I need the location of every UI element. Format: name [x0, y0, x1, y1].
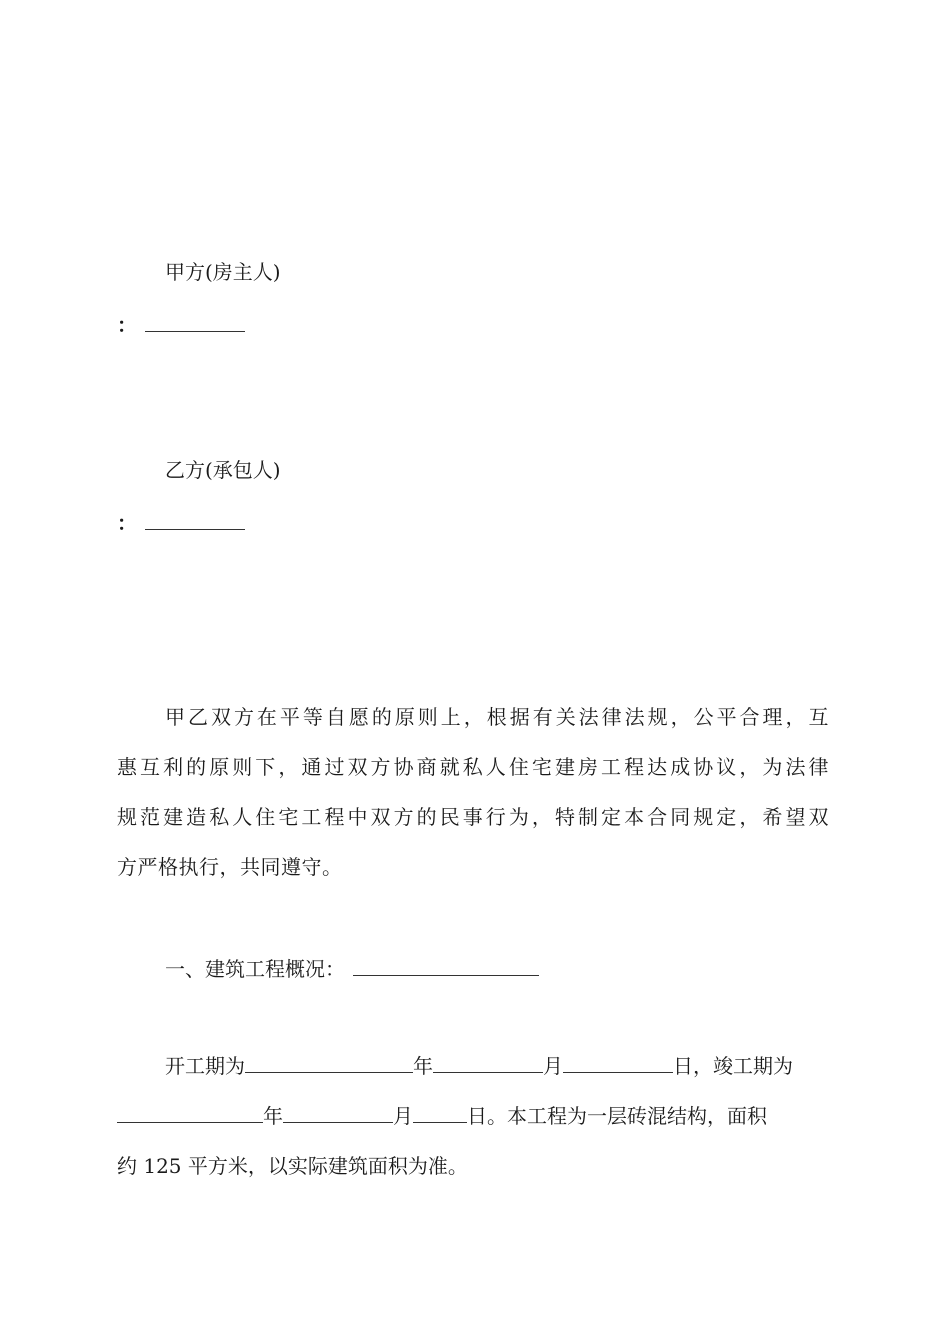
party-b-label: 乙方(承包人) — [165, 458, 281, 482]
schedule-line-1 — [165, 1052, 793, 1080]
party-a-name-blank[interactable] — [145, 313, 245, 332]
structure-text: 日。本工程为一层砖混结构，面积 — [467, 1104, 767, 1128]
party-a-colon: ： — [117, 313, 137, 337]
intro-line-3: 规范建造私人住宅工程中双方的民事行为，特制定本合同规定，希望双 — [117, 805, 829, 829]
section-1-heading-row — [165, 955, 539, 983]
start-day-blank[interactable] — [563, 1054, 673, 1073]
party-b-colon: ： — [117, 511, 137, 535]
end-month-blank[interactable] — [283, 1104, 393, 1123]
project-overview-blank[interactable] — [353, 957, 539, 976]
party-a-name-row — [117, 311, 245, 339]
party-b-name-row — [117, 509, 245, 537]
end-year-unit: 年 — [263, 1104, 283, 1128]
end-year-blank[interactable] — [117, 1104, 263, 1123]
intro-line-1: 甲乙双方在平等自愿的原则上，根据有关法律法规，公平合理，互 — [165, 705, 829, 729]
start-year-blank[interactable] — [245, 1054, 413, 1073]
start-year-unit: 年 — [413, 1054, 433, 1078]
start-month-blank[interactable] — [433, 1054, 543, 1073]
party-a-label: 甲方(房主人) — [165, 260, 281, 284]
completion-date-label: 日，竣工期为 — [673, 1054, 793, 1078]
end-day-blank[interactable] — [413, 1104, 467, 1123]
end-month-unit: 月 — [393, 1104, 413, 1128]
area-text: 约 125 平方米，以实际建筑面积为准。 — [117, 1154, 468, 1178]
party-b-name-blank[interactable] — [145, 511, 245, 530]
start-date-label: 开工期为 — [165, 1054, 245, 1078]
intro-line-4: 方严格执行，共同遵守。 — [117, 855, 343, 879]
section-1-heading: 一、建筑工程概况： — [165, 957, 345, 981]
intro-line-2: 惠互利的原则下，通过双方协商就私人住宅建房工程达成协议，为法律 — [117, 755, 829, 779]
start-month-unit: 月 — [543, 1054, 563, 1078]
schedule-line-2 — [117, 1102, 767, 1130]
